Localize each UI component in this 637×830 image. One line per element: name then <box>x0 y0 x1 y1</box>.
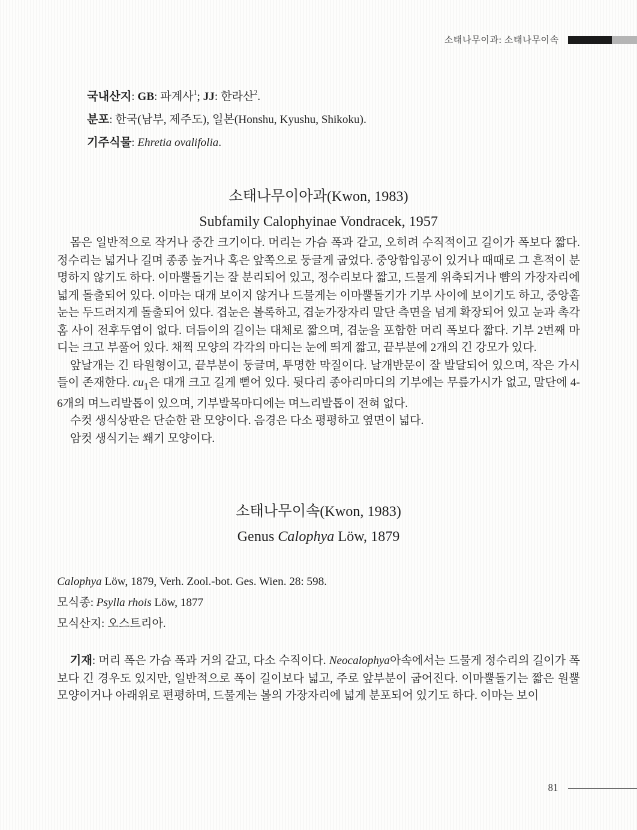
genus-heading <box>57 500 580 550</box>
paragraph-female-genitalia: 암컷 생식기는 쐐기 모양이다. <box>70 432 215 445</box>
paragraph-wings <box>57 358 580 414</box>
host-plant-period: . <box>218 137 222 149</box>
vein-abbreviation: cu <box>132 377 144 389</box>
paragraph-male-genitalia: 수컷 생식상판은 단순한 관 모양이다. 음경은 다소 평평하고 옆면이 넓다. <box>70 415 424 428</box>
genus-title-suffix: Löw, 1879 <box>334 529 400 546</box>
genus-citation-block <box>57 572 580 635</box>
distribution-text: : 한국(남부, 제주도), 일본(Honshu, Kyushu, Shikoku). <box>109 114 367 126</box>
genus-title-latin <box>57 525 580 550</box>
subfamily-description <box>57 235 580 448</box>
footer-rule-decoration <box>568 788 637 789</box>
header-black-bar-decoration <box>568 36 612 44</box>
host-plant-species: Ehretia ovalifolia <box>137 137 219 149</box>
genus-title-korean: 소태나무이속(Kwon, 1983) <box>235 504 402 521</box>
host-plant-label: 기주식물 <box>87 137 132 149</box>
page-footer <box>0 783 637 794</box>
footnote-superscript-1: 1 <box>193 89 198 98</box>
host-plant-colon: : <box>131 137 138 149</box>
locality-jj-site: : 한라산 <box>214 91 255 103</box>
locality-code-gb: GB <box>137 91 155 103</box>
paragraph-description <box>57 653 580 706</box>
genus-title-prefix: Genus <box>237 529 278 546</box>
locality-label: 국내산지 <box>87 91 132 103</box>
locality-code-jj: JJ <box>203 91 215 103</box>
description-text-post: 아속에서는 드물게 정수리의 길이가 폭보다 긴 경우도 있지만, 일반적으로 폭이 길이보다 넓고, 주로 앞부분이 굽어진다. 이마뿔돌기는 짧은 원뿔 모양이거나 아래위로 편평하며, 드물게는 볼의 가장자리에 넓게 분포되어 있기도 하다. 이마는 보이 <box>57 655 580 703</box>
locality-separator: ; <box>197 91 204 103</box>
type-species-label: 모식종: <box>57 597 97 610</box>
distribution-label: 분포 <box>87 114 110 126</box>
wings-text-post: 은 대개 크고 길게 뻗어 있다. 뒷다리 종아리마디의 기부에는 무릎가시가 없고, 말단에 4-6개의 며느리발톱이 있으며, 기부발목마디에는 며느리발톱이 전혀 없다. <box>57 377 580 410</box>
locality-period: . <box>257 91 261 103</box>
genus-description <box>57 653 580 706</box>
type-species-name-italic: Psylla rhois <box>96 597 152 610</box>
type-species-author: Löw, 1877 <box>151 597 204 610</box>
running-header <box>0 33 637 46</box>
info-line-host-plant <box>57 132 580 155</box>
genus-name-italic: Calophya <box>277 529 335 546</box>
paragraph-general-body: 몸은 일반적으로 작거나 중간 크기이다. 머리는 가슴 폭과 같고, 오히려 수직적이고 길이가 폭보다 짧다. 정수리는 넓거나 길며 종종 높거나 혹은 앞쪽으로 둥글게 굽었다. 중앙함입공이 있거나 때때로 그 흔적이 분명하지 않기도 하다. 이마뿔돌기는 잘 분리되어 있고, 정수리보다 짧고, 드물게 위축되거나 뺨의 가장자리에 넓게 돌출되어 있다. 이마는 대개 보이지 않거나 드물게는 이마뿔돌기가 기부 사이에 보이기도 하고, 중앙홑눈는 두드러지게 돌출되어 있다. 겹눈은 볼록하고, 겹눈가장자리 말단 측면을 넘게 확장되어 있고 눈과 촉각 홈 사이 전후두엽이 없다. 더듬이의 길이는 대체로 짧으며, 겹눈을 포함한 머리 폭보다 짧다. 기부 2번째 마디는 크고 부풀어 있다. 채찍 모양의 각각의 마디는 눈에 띄게 짧고, 끝부분에 2개의 긴 강모가 있다. <box>57 237 580 354</box>
description-label: 기재 <box>70 655 93 668</box>
subgenus-name-italic: Neocalophya <box>329 655 390 668</box>
citation-line <box>57 572 580 593</box>
subfamily-title-korean: 소태나무이아과(Kwon, 1983) <box>228 189 409 205</box>
header-gray-bar-decoration <box>612 36 637 44</box>
description-text-pre: : 머리 폭은 가슴 폭과 거의 같고, 다소 수직이다. <box>92 655 330 668</box>
specimen-info-block <box>57 86 580 155</box>
vein-subscript: 1 <box>143 381 149 393</box>
info-line-distribution <box>57 109 580 132</box>
running-header-title: 소태나무이과: 소태나무이속 <box>444 35 559 45</box>
locality-gb-site: : 파계사 <box>154 91 194 103</box>
citation-reference: Löw, 1879, Verh. Zool.-bot. Ges. Wien. 28: 598. <box>101 576 327 589</box>
type-locality-line: 모식산지: 오스트리아. <box>57 618 166 631</box>
type-species-line <box>57 593 580 614</box>
wings-text-pre: 앞날개는 긴 타원형이고, 끝부분이 둥글며, 투명한 막질이다. 날개반문이 잘 발달되어 있으며, 작은 가시들이 존재한다. <box>57 359 580 389</box>
footnote-superscript-2: 2 <box>254 89 258 98</box>
info-line-domestic-locality <box>57 86 580 109</box>
locality-colon: : <box>131 91 138 103</box>
subfamily-title-latin: Subfamily Calophyinae Vondracek, 1957 <box>199 214 438 230</box>
citation-genus-italic: Calophya <box>57 576 102 589</box>
subfamily-heading <box>57 185 580 235</box>
page-number: 81 <box>548 783 558 794</box>
